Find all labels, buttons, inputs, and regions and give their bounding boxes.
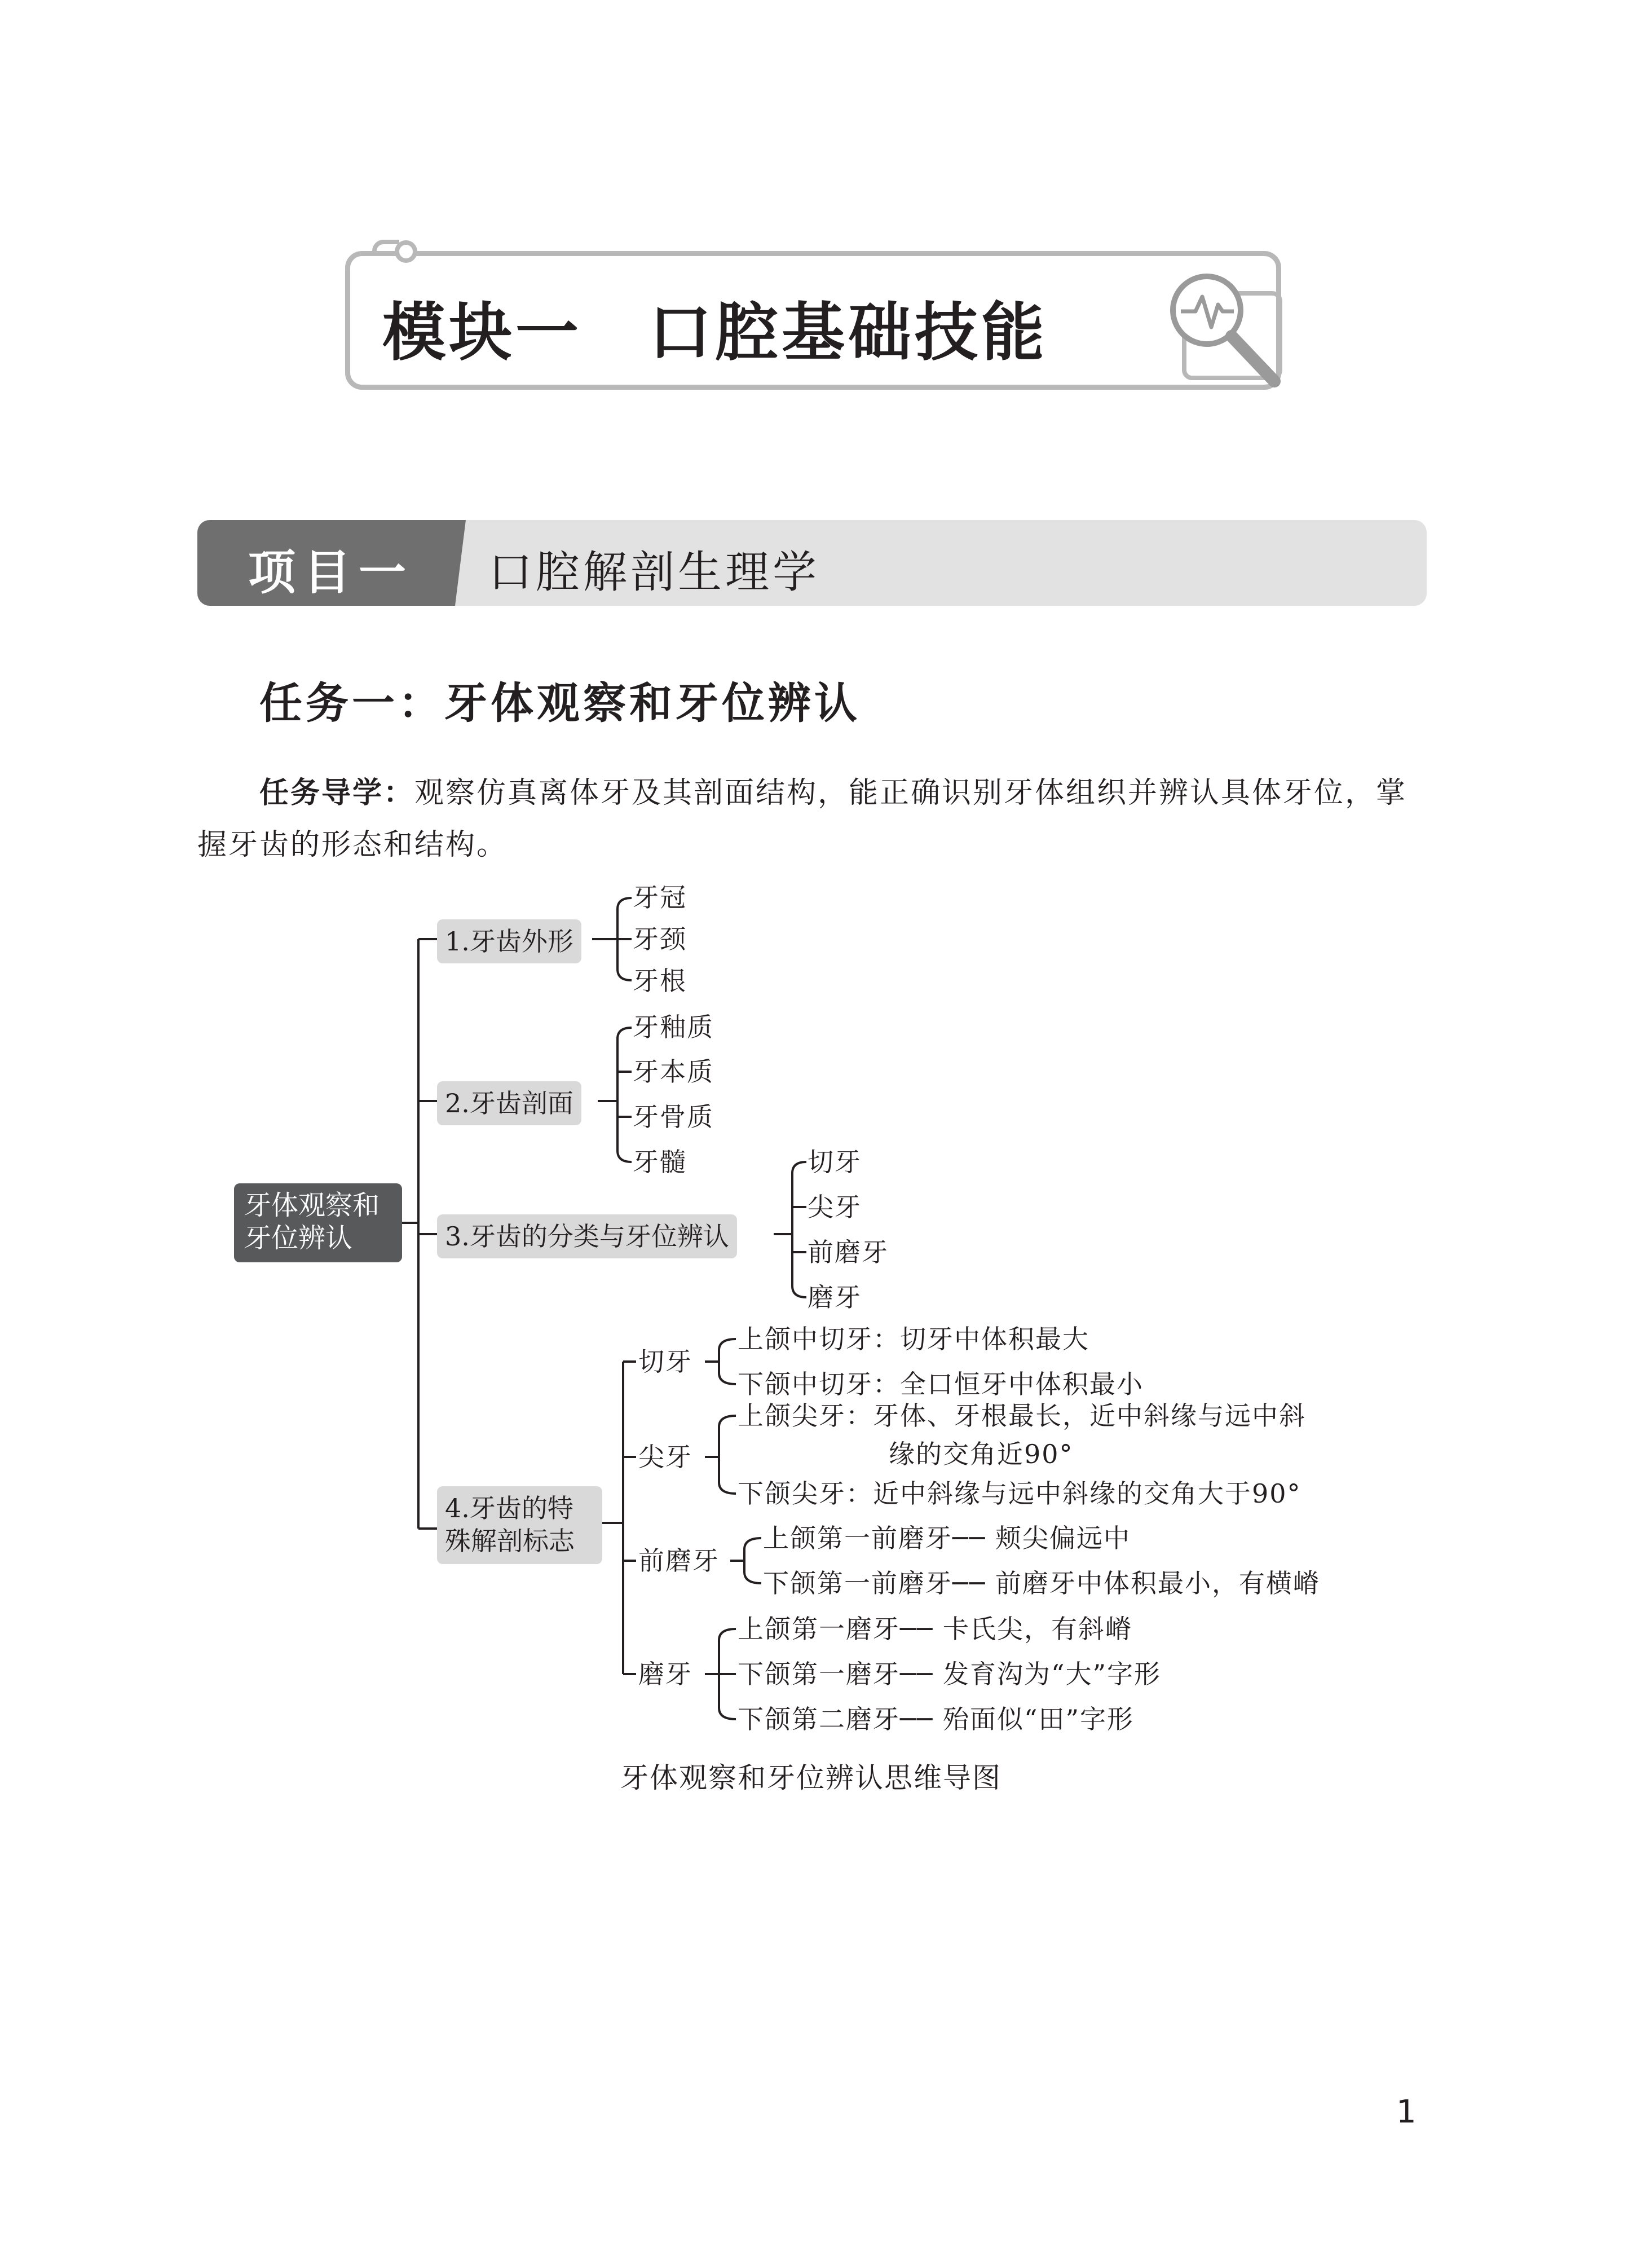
leaf-neck: 牙颈	[633, 924, 687, 954]
molar-lower-first: 下颌第一磨牙── 发育沟为“大”字形	[738, 1659, 1162, 1689]
canine-upper-line-2: 缘的交角近90°	[889, 1439, 1074, 1469]
group-incisor: 切牙	[638, 1346, 692, 1377]
group-canine: 尖牙	[638, 1442, 692, 1472]
group-premolar: 前磨牙	[638, 1545, 720, 1576]
branch-special-landmarks	[437, 1486, 602, 1564]
leaf-canine: 尖牙	[808, 1192, 862, 1222]
root-line-1: 牙体观察和	[244, 1190, 380, 1221]
premolar-upper: 上颌第一前磨牙── 颊尖偏远中	[763, 1523, 1131, 1553]
branch4-line-1: 4.牙齿的特	[445, 1493, 573, 1523]
root-line-2: 牙位辨认	[244, 1222, 353, 1254]
group-molar: 磨牙	[638, 1659, 692, 1689]
canine-upper-line-1: 上颌尖牙：牙体、牙根最长，近中斜缘与远中斜	[738, 1401, 1306, 1431]
leaf-enamel: 牙釉质	[633, 1012, 714, 1042]
leaf-molar: 磨牙	[808, 1282, 862, 1313]
leaf-dentin: 牙本质	[633, 1056, 714, 1087]
mindmap-root	[234, 1183, 402, 1262]
leaf-cementum: 牙骨质	[633, 1102, 714, 1132]
branch-tooth-section: 2.牙齿剖面	[437, 1081, 581, 1125]
project-label: 项目一	[248, 545, 414, 600]
canine-lower: 下颌尖牙：近中斜缘与远中斜缘的交角大于90°	[738, 1478, 1301, 1509]
incisor-lower: 下颌中切牙：全口恒牙中体积最小	[738, 1369, 1144, 1399]
branch4-line-2: 殊解剖标志	[445, 1526, 575, 1556]
task-heading: 任务一：牙体观察和牙位辨认	[259, 678, 861, 728]
intro-text: 观察仿真离体牙及其剖面结构，能正确识别牙体组织并辨认具体牙位，掌握牙齿的形态和结构。	[197, 776, 1408, 862]
leaf-pulp: 牙髓	[633, 1147, 687, 1177]
leaf-incisor: 切牙	[808, 1147, 862, 1177]
page-number: 1	[1396, 2094, 1417, 2130]
intro-label: 任务导学：	[259, 776, 415, 810]
molar-upper-first: 上颌第一磨牙── 卡氏尖，有斜嵴	[738, 1614, 1133, 1644]
mindmap-caption: 牙体观察和牙位辨认思维导图	[620, 1761, 1001, 1794]
premolar-lower: 下颌第一前磨牙── 前磨牙中体积最小，有横嵴	[763, 1568, 1321, 1598]
molar-lower-second: 下颌第二磨牙── 殆面似“田”字形	[738, 1704, 1135, 1734]
module-title: 模块一 口腔基础技能	[382, 296, 1048, 369]
leaf-root: 牙根	[633, 966, 687, 996]
branch-tooth-shape: 1.牙齿外形	[437, 919, 581, 963]
leaf-crown: 牙冠	[633, 882, 687, 913]
branch-classification: 3.牙齿的分类与牙位辨认	[437, 1214, 737, 1258]
leaf-premolar: 前磨牙	[808, 1237, 889, 1267]
incisor-upper: 上颌中切牙：切牙中体积最大	[738, 1324, 1089, 1354]
project-title: 口腔解剖生理学	[488, 547, 820, 598]
